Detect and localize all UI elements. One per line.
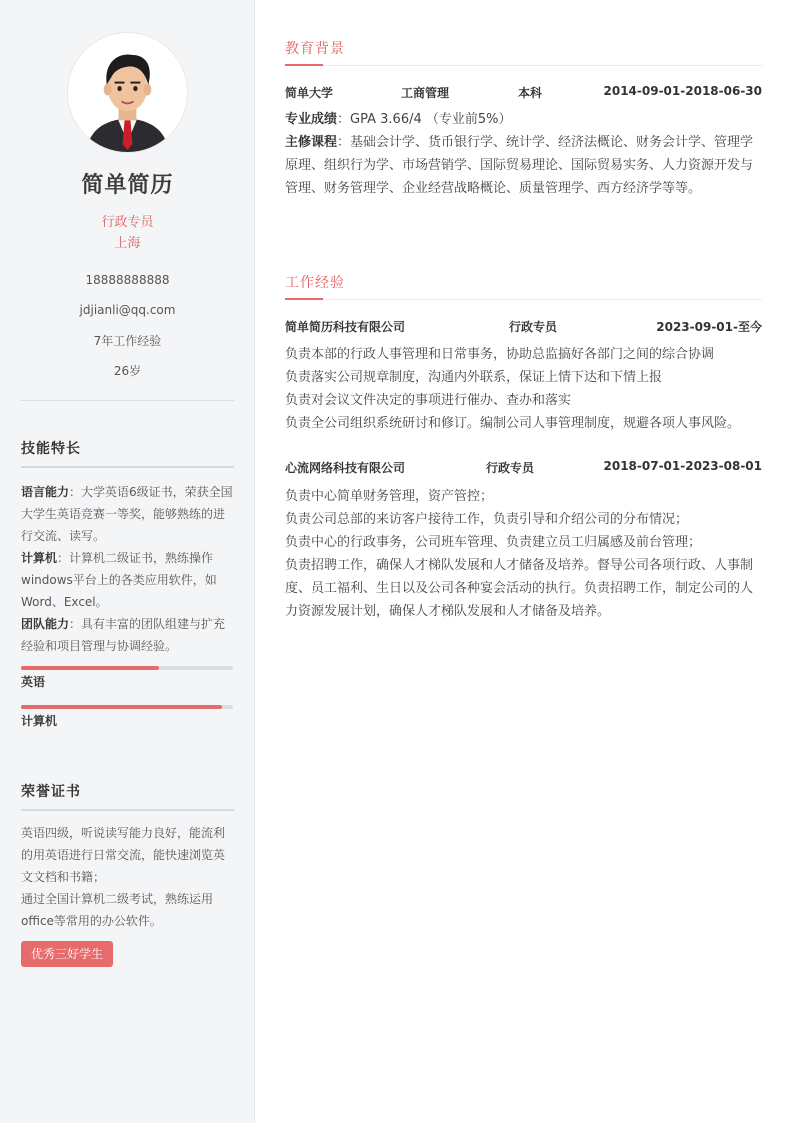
education-section-line bbox=[285, 65, 762, 66]
sidebar bbox=[0, 0, 255, 1123]
job-company: 简单简历科技有限公司 bbox=[285, 320, 406, 334]
skill-bar-label: 英语 bbox=[21, 675, 46, 689]
job-duty-line: 负责中心简单财务管理，资产管控； bbox=[285, 489, 494, 504]
education-section-title: 教育背景 bbox=[285, 41, 345, 57]
skill-item-label: 计算机 bbox=[21, 551, 58, 565]
profile-experience: 7年工作经验 bbox=[93, 334, 162, 348]
skill-bar-english bbox=[21, 666, 233, 670]
skill-item bbox=[21, 613, 234, 657]
education-period: 2014-09-01-2018-06-30 bbox=[603, 84, 762, 98]
honors-heading: 荣誉证书 bbox=[21, 781, 234, 811]
skill-bar-fill bbox=[21, 705, 222, 709]
honor-tag-badge: 优秀三好学生 bbox=[21, 941, 113, 967]
honor-line: 英语四级，听说读写能力良好，能流利的用英语进行日常交流，能快速浏览英文文档和书籍； bbox=[21, 826, 226, 884]
job-row bbox=[285, 318, 762, 334]
skill-bar-fill bbox=[21, 666, 159, 670]
education-gpa bbox=[285, 108, 762, 131]
education-courses-value: 基础会计学、货币银行学、统计学、经济法概论、财务会计学、管理学原理、组织行为学、市场营销学、国际贸易理论、国际贸易实务、人力资源开发与管理、财务管理学、企业经营战略概论、质量管理学、西方经济学等等。 bbox=[285, 135, 754, 196]
skill-item-sep: ： bbox=[69, 485, 82, 499]
skill-item-label: 团队能力 bbox=[21, 617, 70, 631]
avatar bbox=[67, 32, 188, 153]
skill-item bbox=[21, 481, 234, 547]
skill-item-label: 语言能力 bbox=[21, 485, 70, 499]
job-duty-line: 负责招聘工作，确保人才梯队发展和人才储备及培养。督导公司各项行政、人事制度、员工福利、生日以及公司各种宴会活动的执行。负责招聘工作，制定公司的人力资源发展计划，确保人才梯队发展和人才储备及培养。 bbox=[285, 558, 754, 619]
job-duty-line: 负责本部的行政人事管理和日常事务，协助总监搞好各部门之间的综合协调 bbox=[285, 347, 715, 362]
profile-email: jdjianli@qq.com bbox=[79, 303, 176, 317]
skill-item-sep: ： bbox=[69, 617, 82, 631]
honors-text bbox=[21, 822, 234, 932]
avatar-portrait-image bbox=[68, 33, 187, 152]
education-gpa-label: 专业成绩 bbox=[285, 112, 338, 127]
education-courses bbox=[285, 131, 762, 200]
profile-phone: 18888888888 bbox=[85, 273, 170, 287]
skill-item-sep: ： bbox=[57, 551, 70, 565]
education-courses-label: 主修课程 bbox=[285, 135, 338, 150]
skill-item bbox=[21, 547, 234, 613]
job-duty-line: 负责中心的行政事务，公司班车管理、负责建立员工归属感及前台管理； bbox=[285, 535, 702, 550]
job-row bbox=[285, 459, 762, 475]
education-degree: 本科 bbox=[518, 86, 543, 100]
job-description bbox=[285, 485, 762, 623]
work-section-accent bbox=[285, 298, 323, 300]
education-gpa-value: GPA 3.66/4 （专业前5%） bbox=[350, 112, 512, 127]
job-period: 2018-07-01-2023-08-01 bbox=[603, 459, 762, 473]
education-school: 简单大学 bbox=[285, 86, 334, 100]
honor-line: 通过全国计算机二级考试，熟练运用office等常用的办公软件。 bbox=[21, 892, 214, 928]
skill-item-text: 具有丰富的团队组建与扩充经验和项目管理与协调经验。 bbox=[21, 617, 226, 653]
job-position: 行政专员 bbox=[486, 461, 535, 475]
job-duty-line: 负责落实公司规章制度，沟通内外联系，保证上情下达和下情上报 bbox=[285, 370, 663, 385]
education-section-accent bbox=[285, 64, 323, 66]
job-position: 行政专员 bbox=[509, 320, 558, 334]
profile-age: 26岁 bbox=[113, 364, 142, 378]
profile-job-title: 行政专员 bbox=[101, 215, 154, 230]
skill-bar-label: 计算机 bbox=[21, 714, 58, 728]
education-row bbox=[285, 84, 762, 100]
job-duty-line: 负责对会议文件决定的事项进行催办、查办和落实 bbox=[285, 393, 572, 408]
work-section-title: 工作经验 bbox=[285, 275, 345, 291]
skill-item-text: 计算机二级证书，熟练操作windows平台上的各类应用软件，如Word、Excel。 bbox=[21, 551, 217, 609]
work-section-line bbox=[285, 299, 762, 300]
job-duty-line: 负责公司总部的来访客户接待工作，负责引导和介绍公司的分布情况； bbox=[285, 512, 689, 527]
skills-heading: 技能特长 bbox=[21, 438, 234, 468]
skills-list bbox=[21, 481, 234, 657]
profile-city: 上海 bbox=[114, 236, 141, 251]
education-details bbox=[285, 108, 762, 200]
job-period: 2023-09-01-至今 bbox=[656, 320, 762, 334]
job-company: 心流网络科技有限公司 bbox=[285, 461, 406, 475]
job-duty-line: 负责全公司组织系统研讨和修订。编制公司人事管理制度，规避各项人事风险。 bbox=[285, 416, 741, 431]
skill-item-text: 大学英语6级证书，荣获全国大学生英语竞赛一等奖，能够熟练的进行交流、读写。 bbox=[21, 485, 233, 543]
education-courses-sep: ： bbox=[337, 135, 351, 150]
education-gpa-sep: ： bbox=[337, 112, 351, 127]
skill-bar-computer bbox=[21, 705, 233, 709]
job-description bbox=[285, 343, 762, 435]
sidebar-divider bbox=[21, 400, 234, 401]
education-major: 工商管理 bbox=[401, 86, 450, 100]
profile-name: 简单简历 bbox=[81, 173, 174, 198]
